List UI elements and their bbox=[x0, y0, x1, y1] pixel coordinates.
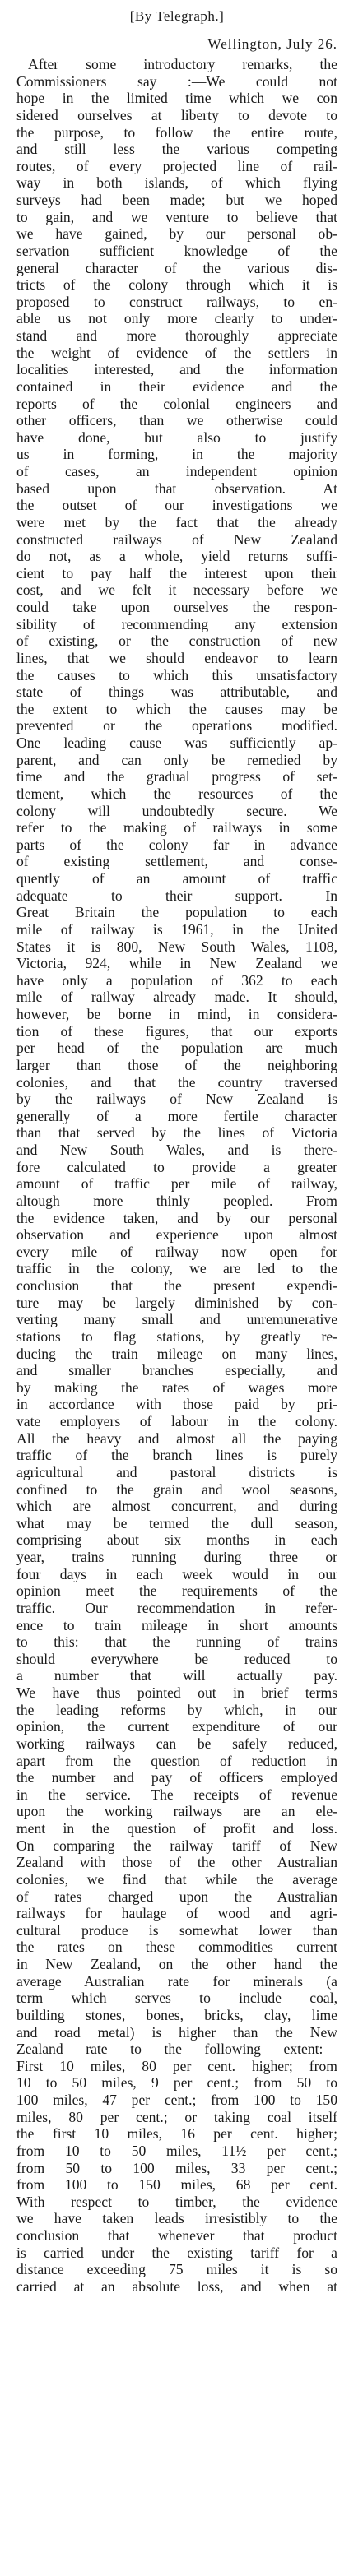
article-line: tricts of the colony through which it is bbox=[16, 276, 337, 294]
article-line: First 10 miles, 80 per cent. higher; from bbox=[16, 2057, 337, 2074]
article-line: a number that will actually pay. bbox=[16, 1667, 337, 1684]
article-line: verting many small and unremunerative bbox=[16, 1311, 337, 1328]
article-line: is carried under the existing tariff for a bbox=[16, 2244, 337, 2261]
article-line: of cases, an independent opinion bbox=[16, 463, 337, 480]
article-line: On comparing the railway tariff of New bbox=[16, 1837, 337, 1854]
article-line: generally of a more fertile character bbox=[16, 1107, 337, 1124]
article-line: prevented or the operations modified. bbox=[16, 717, 337, 734]
article-line: proposed to construct railways, to en- bbox=[16, 293, 337, 310]
article-line: and still less the various competing bbox=[16, 141, 337, 158]
article-body bbox=[16, 56, 337, 2296]
article-line: conclusion that the present expendi- bbox=[16, 1277, 337, 1294]
article-line: by making the rates of wages more bbox=[16, 1378, 337, 1396]
article-line: ence to train mileage in short amounts bbox=[16, 1616, 337, 1633]
article-line: railways for haulage of wood and agri- bbox=[16, 1905, 337, 1922]
article-line: cultural produce is somewhat lower than bbox=[16, 1921, 337, 1939]
article-line: 100 miles, 47 per cent.; from 100 to 150 bbox=[16, 2092, 337, 2108]
article-line: have only a population of 362 to each bbox=[16, 971, 337, 989]
article-line: from 50 to 100 miles, 33 per cent.; bbox=[16, 2159, 337, 2176]
article-line: the extent to which the causes may be bbox=[16, 700, 337, 717]
article-line: the leading reforms by which, in our bbox=[16, 1701, 337, 1718]
article-line: stations to flag stations, by greatly re- bbox=[16, 1327, 337, 1345]
article-line: term which serves to include coal, bbox=[16, 1990, 337, 2007]
article-line: vate employers of labour in the colony. bbox=[16, 1413, 337, 1429]
article-line: miles, 80 per cent.; or taking coal itself bbox=[16, 2108, 337, 2125]
article-line: time and the gradual progress of set- bbox=[16, 768, 337, 785]
article-line: parts of the colony far in advance bbox=[16, 836, 337, 853]
article-line: based upon that observation. At bbox=[16, 480, 337, 497]
article-line: the rates on these commodities current bbox=[16, 1939, 337, 1956]
article-line: sidered ourselves at liberty to devote to bbox=[16, 106, 337, 123]
article-line: which are almost concurrent, and during bbox=[16, 1498, 337, 1515]
article-line: the first 10 miles, 16 per cent. higher; bbox=[16, 2125, 337, 2143]
article-line: apart from the question of reduction in bbox=[16, 1752, 337, 1769]
article-line: in accordance with those paid by pri- bbox=[16, 1396, 337, 1413]
article-line: the number and pay of officers employed bbox=[16, 1769, 337, 1786]
article-line: able us not only more clearly to under- bbox=[16, 310, 337, 327]
article-line: way in both islands, of which flying bbox=[16, 174, 337, 192]
article-line: With respect to timber, the evidence bbox=[16, 2193, 337, 2210]
article-line: cost, and we felt it necessary before we bbox=[16, 581, 337, 599]
article-line: other officers, than we otherwise could bbox=[16, 412, 337, 429]
article-line: 10 to 50 miles, 9 per cent.; from 50 to bbox=[16, 2074, 337, 2092]
article-line: After some introductory remarks, the bbox=[28, 56, 337, 72]
article-line: fore calculated to provide a greater bbox=[16, 1158, 337, 1175]
article-line: in the service. The receipts of revenue bbox=[16, 1786, 337, 1803]
article-line: altough more thinly peopled. From bbox=[16, 1192, 337, 1209]
article-line: contained in their evidence and the bbox=[16, 378, 337, 395]
article-line: the purpose, to follow the entire route, bbox=[16, 123, 337, 141]
article-line: surveys had been made; but we hoped bbox=[16, 192, 337, 208]
article-line: localities interested, and the information bbox=[16, 361, 337, 378]
article-line: from 100 to 150 miles, 68 per cent. bbox=[16, 2176, 337, 2194]
article-line: One leading cause was sufficiently ap- bbox=[16, 734, 337, 751]
article-line: opinion meet the requirements of the bbox=[16, 1582, 337, 1600]
article-line: mile of railway already made. It should, bbox=[16, 989, 337, 1006]
article-line: Commissioners say :—We could not bbox=[16, 72, 337, 90]
article-line: we have gained, by our personal ob- bbox=[16, 225, 337, 243]
article-line: what may be termed the dull season, bbox=[16, 1514, 337, 1531]
article-line: hope in the limited time which we con bbox=[16, 90, 337, 107]
article-line: average Australian rate for minerals (a bbox=[16, 1972, 337, 1990]
article-line: larger than those of the neighboring bbox=[16, 1056, 337, 1073]
article-line: Zealand with those of the other Australian bbox=[16, 1854, 337, 1871]
article-line: comprising about six months in each bbox=[16, 1531, 337, 1549]
article-line: Great Britain the population to each bbox=[16, 904, 337, 921]
article-line: upon the working railways are an ele- bbox=[16, 1803, 337, 1820]
article-line: cient to pay half the interest upon their bbox=[16, 564, 337, 581]
article-line: the causes to which this unsatisfactory bbox=[16, 666, 337, 683]
section-heading: [By Telegraph.] bbox=[129, 8, 225, 24]
article-line: the evidence taken, and by our personal bbox=[16, 1209, 337, 1226]
article-line: refer to the making of railways in some bbox=[16, 819, 337, 836]
article-line: of existing, or the construction of new bbox=[16, 632, 337, 650]
article-line: distance exceeding 75 miles it is so bbox=[16, 2261, 337, 2278]
article-line: tion of these figures, that our exports bbox=[16, 1022, 337, 1040]
article-line: we have taken leads irresistibly to the bbox=[16, 2210, 337, 2227]
article-line: four days in each week would in our bbox=[16, 1565, 337, 1582]
article-line: opinion, the current expenditure of our bbox=[16, 1718, 337, 1735]
article-line: States it is 800, New South Wales, 1108, bbox=[16, 938, 337, 955]
article-line: in New Zealand, on the other hand the bbox=[16, 1956, 337, 1972]
article-line: than that served by the lines of Victoria bbox=[16, 1124, 337, 1142]
article-line: and smaller branches especially, and bbox=[16, 1362, 337, 1379]
article-line: tlement, which the resources of the bbox=[16, 785, 337, 802]
article-line: the outset of our investigations we bbox=[16, 497, 337, 514]
article-line: by the railways of New Zealand is bbox=[16, 1091, 337, 1108]
article-line: carried at an absolute loss, and when at bbox=[16, 2277, 337, 2295]
article-line: agricultural and pastoral districts is bbox=[16, 1463, 337, 1480]
article-line: traffic in the colony, we are led to the bbox=[16, 1260, 337, 1277]
article-line: We have thus pointed out in brief terms bbox=[16, 1684, 337, 1701]
article-line: general character of the various dis- bbox=[16, 259, 337, 276]
article-line: traffic of the branch lines is purely bbox=[16, 1447, 337, 1464]
article-line: conclusion that whenever that product bbox=[16, 2227, 337, 2244]
article-line: confined to the grain and wool seasons, bbox=[16, 1480, 337, 1498]
article-line: per head of the population are much bbox=[16, 1040, 337, 1057]
article-line: Victoria, 924, while in New Zealand we bbox=[16, 955, 337, 972]
article-line: every mile of railway now open for bbox=[16, 1243, 337, 1260]
article-line: All the heavy and almost all the paying bbox=[16, 1429, 337, 1447]
article-line: of existing settlement, and conse- bbox=[16, 853, 337, 870]
article-line: adequate to their support. In bbox=[16, 887, 337, 904]
article-line: ment in the question of profit and loss. bbox=[16, 1820, 337, 1837]
article-line: from 10 to 50 miles, 11½ per cent.; bbox=[16, 2142, 337, 2159]
article-line: reports of the colonial engineers and bbox=[16, 395, 337, 412]
article-line: stand and more thoroughly appreciate bbox=[16, 327, 337, 344]
article-line: constructed railways of New Zealand bbox=[16, 530, 337, 548]
article-line: and road metal) is higher than the New bbox=[16, 2023, 337, 2041]
article-line: Zealand rate to the following extent:— bbox=[16, 2041, 337, 2058]
article-line: working railways can be safely reduced, bbox=[16, 1735, 337, 1752]
article-line: colonies, we find that while the average bbox=[16, 1870, 337, 1888]
article-line: have done, but also to justify bbox=[16, 429, 337, 446]
article-line: parent, and can only be remedied by bbox=[16, 751, 337, 768]
article-line: building stones, bones, bricks, clay, lime bbox=[16, 2006, 337, 2023]
article-line: sibility of recommending any extension bbox=[16, 615, 337, 632]
article-line: amount of traffic per mile of railway, bbox=[16, 1175, 337, 1193]
article-line: ducing the train mileage on many lines, bbox=[16, 1345, 337, 1362]
article-line: colony will undoubtedly secure. We bbox=[16, 802, 337, 819]
article-line: were met by the fact that the already bbox=[16, 513, 337, 530]
article-line: traffic. Our recommendation in refer- bbox=[16, 1599, 337, 1616]
dateline: Wellington, July 26. bbox=[207, 36, 337, 52]
article-line: should everywhere be reduced to bbox=[16, 1650, 337, 1667]
article-line: lines, that we should endeavor to learn bbox=[16, 649, 337, 666]
article-line: could take upon ourselves the respon- bbox=[16, 599, 337, 615]
article-line: the weight of evidence of the settlers in bbox=[16, 344, 337, 361]
article-line: quently of an amount of traffic bbox=[16, 870, 337, 887]
article-line: however, be borne in mind, in considera- bbox=[16, 1006, 337, 1022]
article-line: state of things was attributable, and bbox=[16, 683, 337, 701]
article-line: mile of railway is 1961, in the United bbox=[16, 920, 337, 938]
article-line: do not, as a whole, yield returns suffi- bbox=[16, 548, 337, 565]
article-line: and New South Wales, and is there- bbox=[16, 1142, 337, 1158]
article-line: year, trains running during three or bbox=[16, 1549, 337, 1565]
article-line: to this: that the running of trains bbox=[16, 1633, 337, 1651]
article-line: of rates charged upon the Australian bbox=[16, 1888, 337, 1905]
article-line: routes, of every projected line of rail- bbox=[16, 157, 337, 174]
article-line: colonies, and that the country traversed bbox=[16, 1073, 337, 1091]
article-line: observation and experience upon almost bbox=[16, 1226, 337, 1244]
article-line: ture may be largely diminished by con- bbox=[16, 1294, 337, 1311]
article-line: to gain, and we venture to believe that bbox=[16, 208, 337, 225]
article-line: servation sufficient knowledge of the bbox=[16, 242, 337, 259]
article-line: us in forming, in the majority bbox=[16, 446, 337, 463]
